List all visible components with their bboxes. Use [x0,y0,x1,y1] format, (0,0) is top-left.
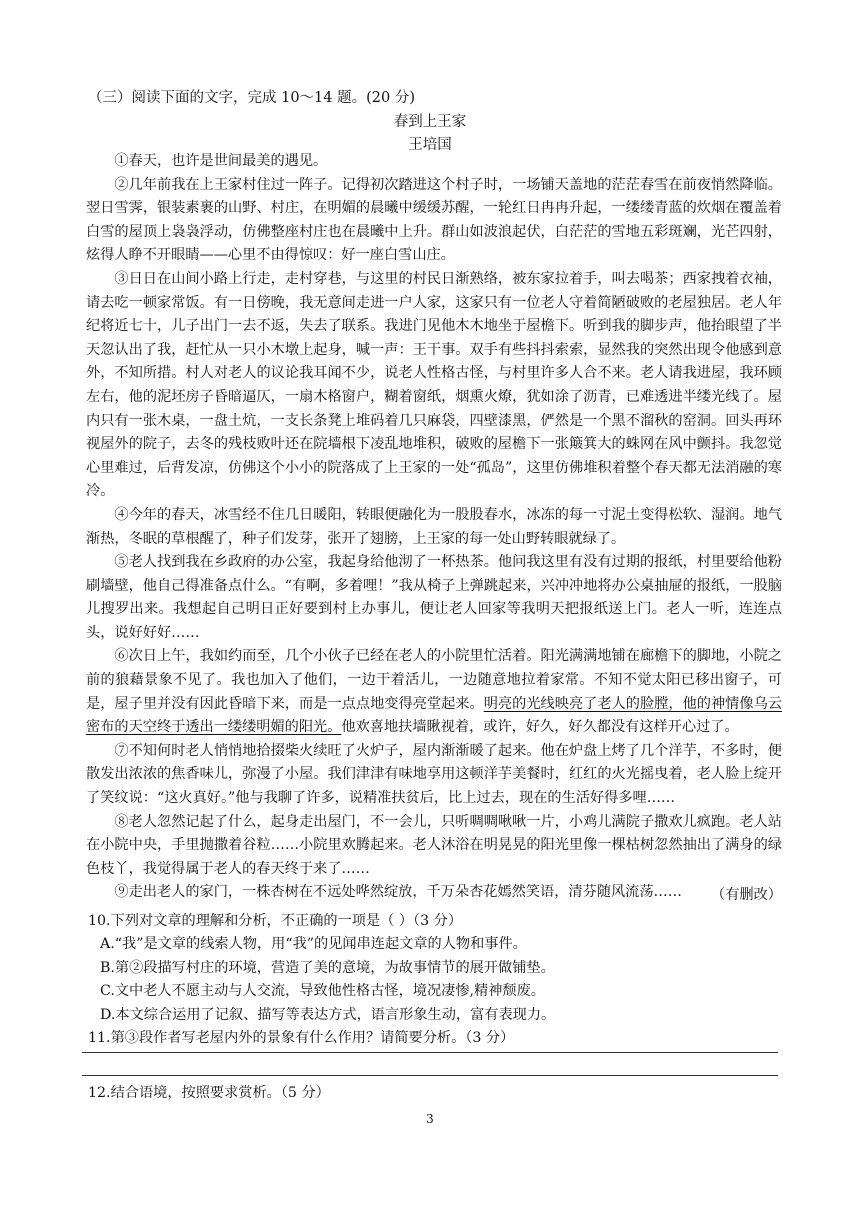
article-title: 春到上王家 [393,114,467,130]
paragraph-1: ①春天，也许是世间最美的遇见。 [114,153,328,169]
answer-line-1 [82,1052,778,1053]
question-11-stem: 11.第③段作者写老屋内外的景象有什么作用？请简要分析。（3 分） [88,1030,515,1047]
paragraph-9: ⑨走出老人的家门，一株杏树在不远处哗然绽放，千万朵杏花嫣然笑语，清芬随风流荡…… [114,884,682,901]
answer-line-2 [82,1075,778,1076]
article-author: 王培国 [408,137,452,153]
question-10-stem: 10.下列对文章的理解和分析，不正确的一项是（ ）（3 分） [88,913,463,929]
paragraph-2: ②几年前我在上王家村住过一阵子。记得初次踏进这个村子时，一场铺天盖地的茫茫春雪在前夜悄然降临。翌日雪霁，银装素裹的山野、村庄，在明媚的晨曦中缓缓苏醒，一轮红日冉冉升起，一缕缕青蓝的炊烟在覆盖着白雪的屋顶上袅袅浮动，仿佛整座村庄也在晨曦中上升。群山如波浪起伏，白茫茫的雪地五彩斑斓，光芒四射，炫得人睁不开眼睛——心里不由得惊叹：好一座白雪山庄。 [86,176,782,264]
question-10-option-c: C.文中老人不愿主动与人交流，导致他性格古怪，境况凄惨,精神颓废。 [100,983,545,1000]
question-10-option-d: D.本文综合运用了记叙、描写等表达方式，语言形象生动，富有表现力。 [100,1006,556,1023]
question-10-option-a: A.“我”是文章的线索人物，用“我”的见闻串连起文章的人物和事件。 [100,936,527,953]
paragraph-7: ⑦不知何时老人悄悄地拾掇柴火续旺了火炉子，屋内渐渐暖了起来。他在炉盘上烤了几个洋芋，不多时，便散发出浓浓的焦香味儿，弥漫了小屋。我们津津有味地享用这顿洋芋美餐时，红红的火光摇曳着，老人脸上绽开了笑纹说：“这火真好。”他与我聊了许多，说精准扶贫后，比上过去，现在的生活好得多哩…… [86,742,782,807]
underlined-sentence: 明亮的光线映亮了老人的脸膛，他的神情像乌云密布的天空终于透出一缕缕明媚的阳光。 [86,695,782,736]
question-10-option-b: B.第②段描写村庄的环境，营造了美的意境，为故事情节的展开做铺垫。 [100,959,555,976]
paragraph-6 [86,645,782,739]
section-title: （三）阅读下面的文字，完成 10～14 题。(20 分) [88,90,415,106]
paragraph-8: ⑧老人忽然记起了什么，起身走出屋门，不一会儿，只听啁啁啾啾一片，小鸡儿满院子撒欢儿疯跑。老人站在小院中央，手里抛撒着谷粒……小院里欢腾起来。老人沐浴在明晃晃的阳光里像一棵枯树忽然抽出了满身的绿色枝丫，我觉得属于老人的春天终于来了…… [86,813,782,877]
paragraph-5: ⑤老人找到我在乡政府的办公室，我起身给他沏了一杯热茶。他问我这里有没有过期的报纸，村里要给他粉刷墙壁，他自己得准备点什么。“有啊，多着哩！”我从椅子上弹跳起来，兴冲冲地将办公桌抽屉的报纸，一股脑儿搜罗出来。我想起自己明日正好要到村上办事儿，便让老人回家等我明天把报纸送上门。老人一听，连连点头，说好好好…… [86,554,782,641]
question-12-stem: 12.结合语境，按照要求赏析。（5 分） [88,1085,330,1101]
paragraph-3: ③日日在山间小路上行走，走村穿巷，与这里的村民日渐熟络，被东家拉着手，叫去喝茶；西家拽着衣袖，请去吃一顿家常饭。有一日傍晚，我无意间走进一户人家，这家只有一位老人守着简陋破败的老屋独居。老人年纪将近七十，儿子出门一去不返，失去了联系。我进门见他木木地坐于屋檐下。听到我的脚步声，他抬眼望了半天忽认出了我，赶忙从一只小木墩上起身，喊一声：王干事。双手有些抖抖索索，显然我的突然出现令他感到意外，不知所措。村人对老人的议论我耳闻不少，说老人性格古怪，与村里许多人合不来。老人请我进屋，我环顾左右，他的泥坯房子昏暗逼仄，一扇木格窗户，糊着窗纸，烟熏火燎，犹如涂了沥青，已难透进半缕光线了。屋内只有一张木桌，一盘土炕，一支长条凳上堆码着几只麻袋，四壁漆黑，俨然是一个黑不溜秋的窑洞。回头再环视屋外的院子，去冬的残枝败叶还在院墙根下凌乱地堆积，破败的屋檐下一张簸箕大的蛛网在风中颤抖。我忽觉心里难过，后背发凉，仿佛这个小小的院落成了上王家的一处“孤岛”，这里仿佛堆积着整个春天都无法消融的寒冷。 [86,270,782,500]
page-number: 3 [426,1112,434,1126]
questions-block [88,910,788,1050]
paragraph-6-part-1: ⑥次日上午，我如约而至，几个小伙子已经在老人的小院里忙活着。阳光满满地铺在廊檐下的脚地，小院之前的狼藉景象不见了。我也加入了他们，一边干着活儿，一边随意地拉着家常。不知不觉太阳已移出窗子，可是，屋子里并没有因此昏暗下来，而是一点点地变得亮堂起来。 [86,648,782,712]
source-note: （有删改） [711,887,782,903]
paragraph-6-part-2: 他欢喜地扶墙瞅视着，或许，好久，好久都没有这样开心过了。 [341,719,739,736]
paragraph-4: ④今年的春天，冰雪经不住几日暖阳，转眼便融化为一股股春水，冰冻的每一寸泥土变得松软、湿润。地气渐热，冬眠的草根醒了，种子们发芽，张开了翅膀，上王家的每一处山野转眼就绿了。 [86,506,782,547]
article-body [86,150,782,905]
